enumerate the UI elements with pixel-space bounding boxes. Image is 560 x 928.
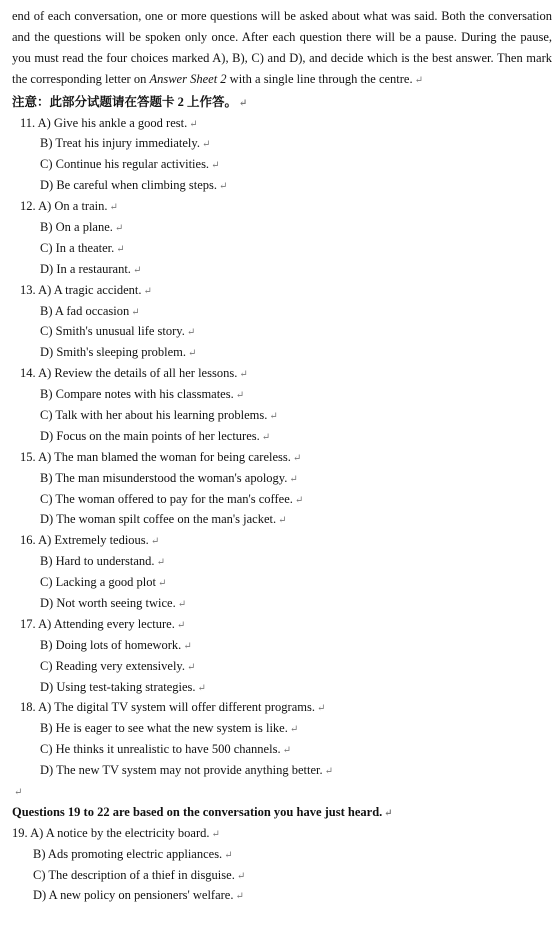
paragraph-mark-icon: ↵ — [114, 222, 124, 234]
paragraph-mark-icon: ↵ — [224, 849, 233, 861]
paragraph-mark-icon: ↵ — [109, 202, 118, 214]
paragraph-mark-icon: ↵ — [239, 97, 248, 109]
option-text: C) Reading very extensively. — [40, 658, 185, 673]
question-number: 13. — [20, 282, 36, 297]
paragraph-mark-icon: ↵ — [294, 494, 304, 506]
question-number: 16. — [20, 533, 36, 548]
option-text: C) He thinks it unrealistic to have 500 channels. — [40, 742, 281, 757]
question-19-line — [0, 823, 560, 844]
option-text: D) A new policy on pensioners' welfare. — [33, 888, 234, 903]
paragraph-mark-icon: ↵ — [176, 619, 186, 631]
question-number: 12. — [20, 199, 36, 214]
question-12 — [0, 196, 560, 217]
option-text: D) The woman spilt coffee on the man's jacket. — [40, 512, 277, 527]
option-text: A) Review the details of all her lessons. — [38, 366, 238, 381]
option-text: B) Hard to understand. — [40, 554, 155, 569]
option-text: D) Smith's sleeping problem. — [40, 345, 186, 360]
paragraph-mark-icon: ↵ — [324, 766, 333, 778]
option-text: A) The digital TV system will offer different programs. — [38, 700, 315, 715]
instructions-text-end: with a single line through the centre. — [226, 71, 413, 86]
paragraph-mark-icon: ↵ — [116, 243, 125, 255]
option-text: B) The man misunderstood the woman's apology. — [40, 470, 288, 485]
option-text: B) Treat his injury immediately. — [40, 136, 200, 151]
option-text: B) Ads promoting electric appliances. — [33, 846, 223, 861]
question-list — [0, 113, 560, 782]
answer-option — [0, 739, 560, 760]
paragraph-mark-icon: ↵ — [201, 139, 211, 151]
paragraph-mark-icon: ↵ — [186, 661, 196, 673]
answer-option — [0, 301, 560, 322]
answer-option — [0, 635, 560, 656]
option-text: B) A fad occasion — [40, 303, 130, 318]
paragraph-mark-icon: ↵ — [239, 369, 248, 381]
paragraph-mark-icon: ↵ — [183, 640, 192, 652]
paragraph-mark-icon: ↵ — [189, 118, 198, 130]
question-11 — [0, 113, 560, 134]
paragraph-mark-icon: ↵ — [235, 390, 245, 402]
instructions-paragraph — [12, 6, 552, 92]
question-number: 15. — [20, 449, 36, 464]
question-17 — [0, 614, 560, 635]
paragraph-mark-icon: ↵ — [289, 473, 298, 485]
option-text: B) He is eager to see what the new system is like. — [40, 721, 288, 736]
option-text: C) Talk with her about his learning problems. — [40, 407, 268, 422]
paragraph-mark-icon: ↵ — [188, 348, 197, 360]
answer-option — [0, 551, 560, 572]
paragraph-mark-icon: ↵ — [292, 452, 302, 464]
answer-option — [0, 760, 560, 781]
option-text: A) A notice by the electricity board. — [30, 825, 210, 840]
paragraph-mark-icon: ↵ — [14, 787, 23, 799]
paragraph-mark-icon: ↵ — [186, 327, 196, 339]
answer-option — [0, 468, 560, 489]
answer-option — [0, 509, 560, 530]
paragraph-mark-icon: ↵ — [131, 306, 140, 318]
answer-option — [0, 342, 560, 363]
question-15 — [0, 447, 560, 468]
option-text: C) Continue his regular activities. — [40, 157, 210, 172]
answer-option — [0, 865, 560, 886]
option-text: C) In a theater. — [40, 240, 115, 255]
option-text: D) Not worth seeing twice. — [40, 596, 176, 610]
paragraph-mark-icon: ↵ — [211, 828, 220, 840]
question-13 — [0, 280, 560, 301]
paragraph-mark-icon: ↵ — [278, 515, 287, 527]
paragraph-mark-icon: ↵ — [236, 870, 246, 882]
option-text: D) Using test-taking strategies. — [40, 679, 196, 694]
question-18 — [0, 697, 560, 718]
option-text: B) Compare notes with his classmates. — [40, 387, 234, 402]
question-14 — [0, 363, 560, 384]
paragraph-mark-icon: ↵ — [177, 599, 187, 610]
option-text: A) A tragic accident. — [38, 282, 142, 297]
option-text: C) Smith's unusual life story. — [40, 324, 185, 339]
answer-option — [0, 885, 560, 906]
answer-option — [0, 593, 560, 614]
answer-sheet-reference: Answer Sheet 2 — [149, 71, 227, 86]
paragraph-mark-icon: ↵ — [150, 536, 160, 548]
paragraph-mark-icon: ↵ — [211, 160, 220, 172]
question-19 — [0, 823, 560, 907]
answer-option — [0, 677, 560, 698]
answer-option — [0, 154, 560, 175]
instructions-text: end of each conversation, one or more questions will be asked about what was said. Both the conversation and the questions will be spoken only once. After each question there will be a pause. During the pause, you must read the four choices marked A), B), C) and D), and decide which is the best answer. Then mark the corresponding letter on — [12, 9, 552, 86]
option-text: D) Be careful when climbing steps. — [40, 178, 218, 193]
question-number: 18. — [20, 700, 36, 715]
option-text: A) Attending every lecture. — [38, 616, 175, 631]
option-text: C) The description of a thief in disguise. — [33, 867, 235, 882]
answer-option — [0, 321, 560, 342]
paragraph-mark-icon: ↵ — [157, 578, 167, 590]
paragraph-mark-icon: ↵ — [282, 745, 291, 757]
answer-option — [0, 175, 560, 196]
answer-option — [0, 572, 560, 593]
answer-option — [0, 384, 560, 405]
paragraph-mark-icon: ↵ — [156, 557, 165, 569]
question-number: 14. — [20, 366, 36, 381]
answer-option — [0, 489, 560, 510]
paragraph-mark-icon: ↵ — [269, 410, 278, 422]
option-text: A) Give his ankle a good rest. — [37, 115, 188, 130]
answer-option — [0, 238, 560, 259]
question-number: 17. — [20, 616, 36, 631]
answer-option — [0, 133, 560, 154]
paragraph-mark-icon: ↵ — [316, 703, 326, 715]
question-number: 11. — [20, 115, 36, 130]
question-16 — [0, 530, 560, 551]
paragraph-mark-icon: ↵ — [235, 891, 244, 903]
chinese-note: 注意：此部分试题请在答题卡 2 上作答。 ↵ — [12, 94, 248, 109]
paragraph-mark-icon: ↵ — [132, 264, 142, 276]
option-text: B) Doing lots of homework. — [40, 637, 182, 652]
answer-option — [0, 844, 560, 865]
answer-option — [0, 259, 560, 280]
paragraph-mark-icon: ↵ — [414, 74, 423, 86]
paragraph-mark-icon: ↵ — [289, 724, 299, 736]
answer-option — [0, 426, 560, 447]
answer-option — [0, 217, 560, 238]
answer-option — [0, 656, 560, 677]
option-text: D) The new TV system may not provide anything better. — [40, 763, 323, 778]
paragraph-mark-icon: ↵ — [197, 682, 206, 694]
option-text: A) Extremely tedious. — [38, 533, 149, 548]
option-text: A) On a train. — [38, 199, 108, 214]
answer-option — [0, 718, 560, 739]
blank-line — [12, 781, 560, 802]
paragraph-mark-icon: ↵ — [261, 431, 271, 443]
option-text: D) In a restaurant. — [40, 261, 131, 276]
paragraph-mark-icon: ↵ — [219, 181, 228, 193]
paragraph-mark-icon: ↵ — [384, 807, 393, 819]
option-text: B) On a plane. — [40, 219, 113, 234]
option-text: A) The man blamed the woman for being careless. — [38, 449, 291, 464]
option-text: C) Lacking a good plot — [40, 575, 156, 590]
question-number: 19. — [12, 825, 28, 840]
answer-option — [0, 405, 560, 426]
option-text: C) The woman offered to pay for the man's coffee. — [40, 491, 293, 506]
paragraph-mark-icon: ↵ — [143, 285, 152, 297]
option-text: D) Focus on the main points of her lectures. — [40, 428, 260, 443]
section-heading: Questions 19 to 22 are based on the conversation you have just heard. ↵ — [12, 804, 393, 819]
